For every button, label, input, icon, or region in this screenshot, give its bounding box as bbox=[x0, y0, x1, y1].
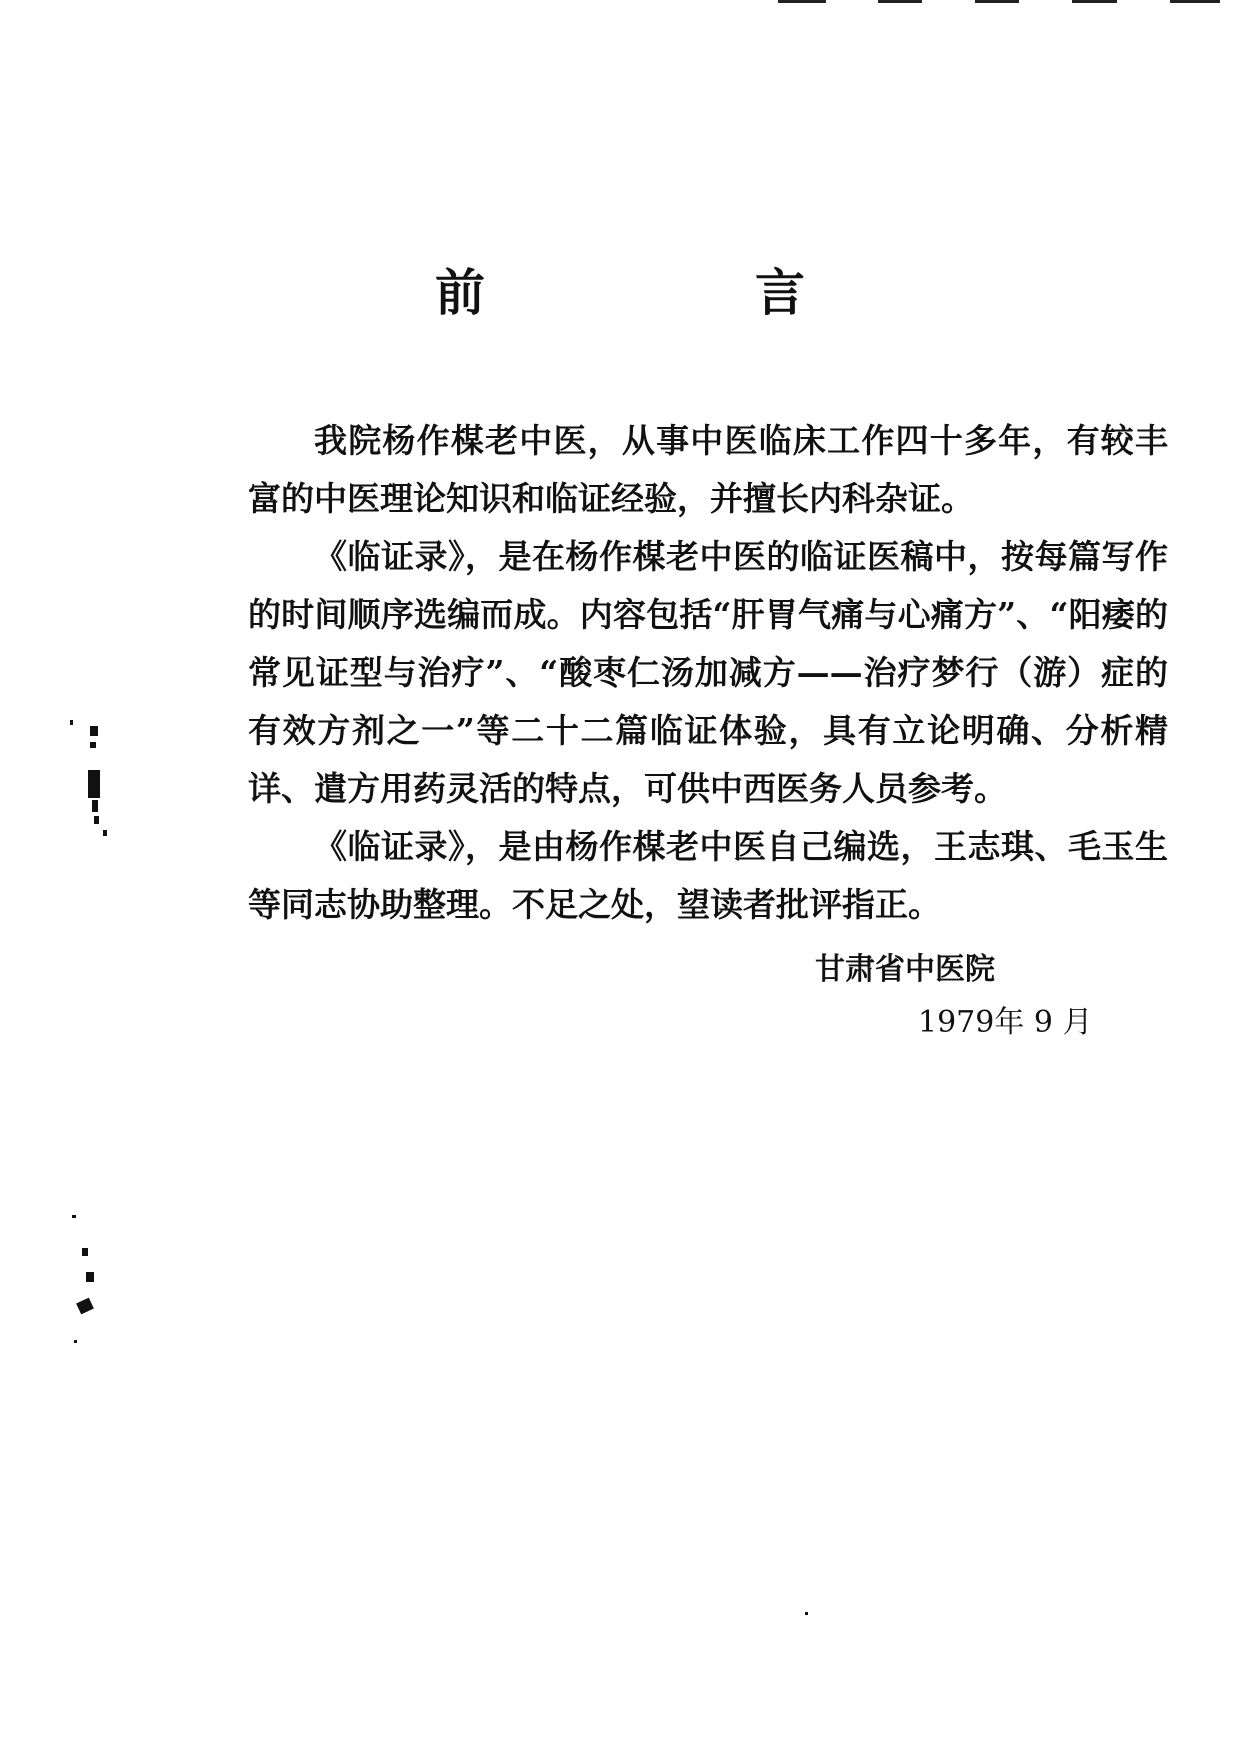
scan-mark bbox=[878, 0, 922, 3]
scan-speck bbox=[805, 1612, 808, 1615]
scan-speck bbox=[103, 830, 107, 836]
preface-body bbox=[248, 412, 1168, 934]
scan-speck bbox=[86, 1272, 94, 1282]
scan-speck bbox=[94, 816, 99, 824]
scan-speck bbox=[88, 770, 100, 798]
scan-mark bbox=[1072, 0, 1117, 3]
page-title: 前 言 bbox=[435, 263, 915, 322]
paragraph-1: 我院杨作楳老中医，从事中医临床工作四十多年，有较丰富的中医理论知识和临证经验，并擅长内科杂证。 bbox=[248, 421, 1168, 518]
signature-institution: 甘肃省中医院 bbox=[815, 952, 995, 987]
scan-speck bbox=[72, 1215, 76, 1218]
signature-date: 1979年 9 月 bbox=[918, 1005, 1093, 1040]
paragraph-3: 《临证录》，是由杨作楳老中医自己编选，王志琪、毛玉生等同志协助整理。不足之处，望读者批评指正。 bbox=[248, 827, 1168, 924]
scan-speck bbox=[82, 1248, 88, 1256]
scan-speck bbox=[74, 1340, 77, 1343]
paragraph-2: 《临证录》，是在杨作楳老中医的临证医稿中，按每篇写作的时间顺序选编而成。内容包括“肝胃气痛与心痛方”、“阳痿的常见证型与治疗”、“酸枣仁汤加减方——治疗梦行（游）症的有效方剂之一”等二十二篇临证体验，具有立论明确、分析精详、遣方用药灵活的特点，可供中西医务人员参考。 bbox=[248, 537, 1168, 808]
scan-mark bbox=[975, 0, 1019, 3]
scan-speck bbox=[90, 742, 96, 748]
scan-speck bbox=[90, 726, 98, 736]
scan-mark bbox=[1170, 0, 1220, 3]
scan-speck bbox=[70, 720, 73, 725]
scan-speck bbox=[92, 800, 98, 812]
scan-mark bbox=[778, 0, 826, 3]
scan-speck bbox=[76, 1298, 94, 1315]
